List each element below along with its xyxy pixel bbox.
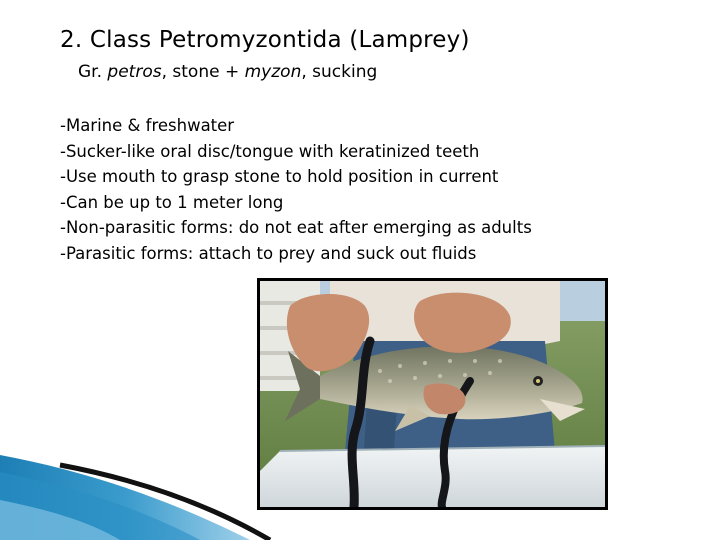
bullet-item: -Non-parasitic forms: do not eat after emerging as adults (60, 218, 532, 238)
subtitle-prefix: Gr. (78, 62, 108, 82)
bullet-item: -Can be up to 1 meter long (60, 192, 284, 212)
photo-illustration (260, 281, 605, 507)
bullet-item: -Sucker-like oral disc/tongue with keratinized teeth (60, 141, 480, 161)
subtitle-suffix: , sucking (301, 62, 378, 82)
subtitle-word-myzon: myzon (244, 62, 302, 82)
slide-title: 2. Class Petromyzontida (Lamprey) (60, 27, 470, 53)
subtitle-word-petros: petros (107, 62, 162, 82)
bullet-item: -Use mouth to grasp stone to hold position in current (60, 167, 499, 187)
etymology-subtitle (78, 62, 377, 82)
bullet-item: -Marine & freshwater (60, 116, 235, 135)
lamprey-on-trout-photo (257, 278, 608, 510)
bullet-item: -Parasitic forms: attach to prey and suck out fluids (60, 243, 477, 263)
bullet-list (60, 113, 532, 267)
subtitle-middle: , stone + (161, 62, 245, 82)
